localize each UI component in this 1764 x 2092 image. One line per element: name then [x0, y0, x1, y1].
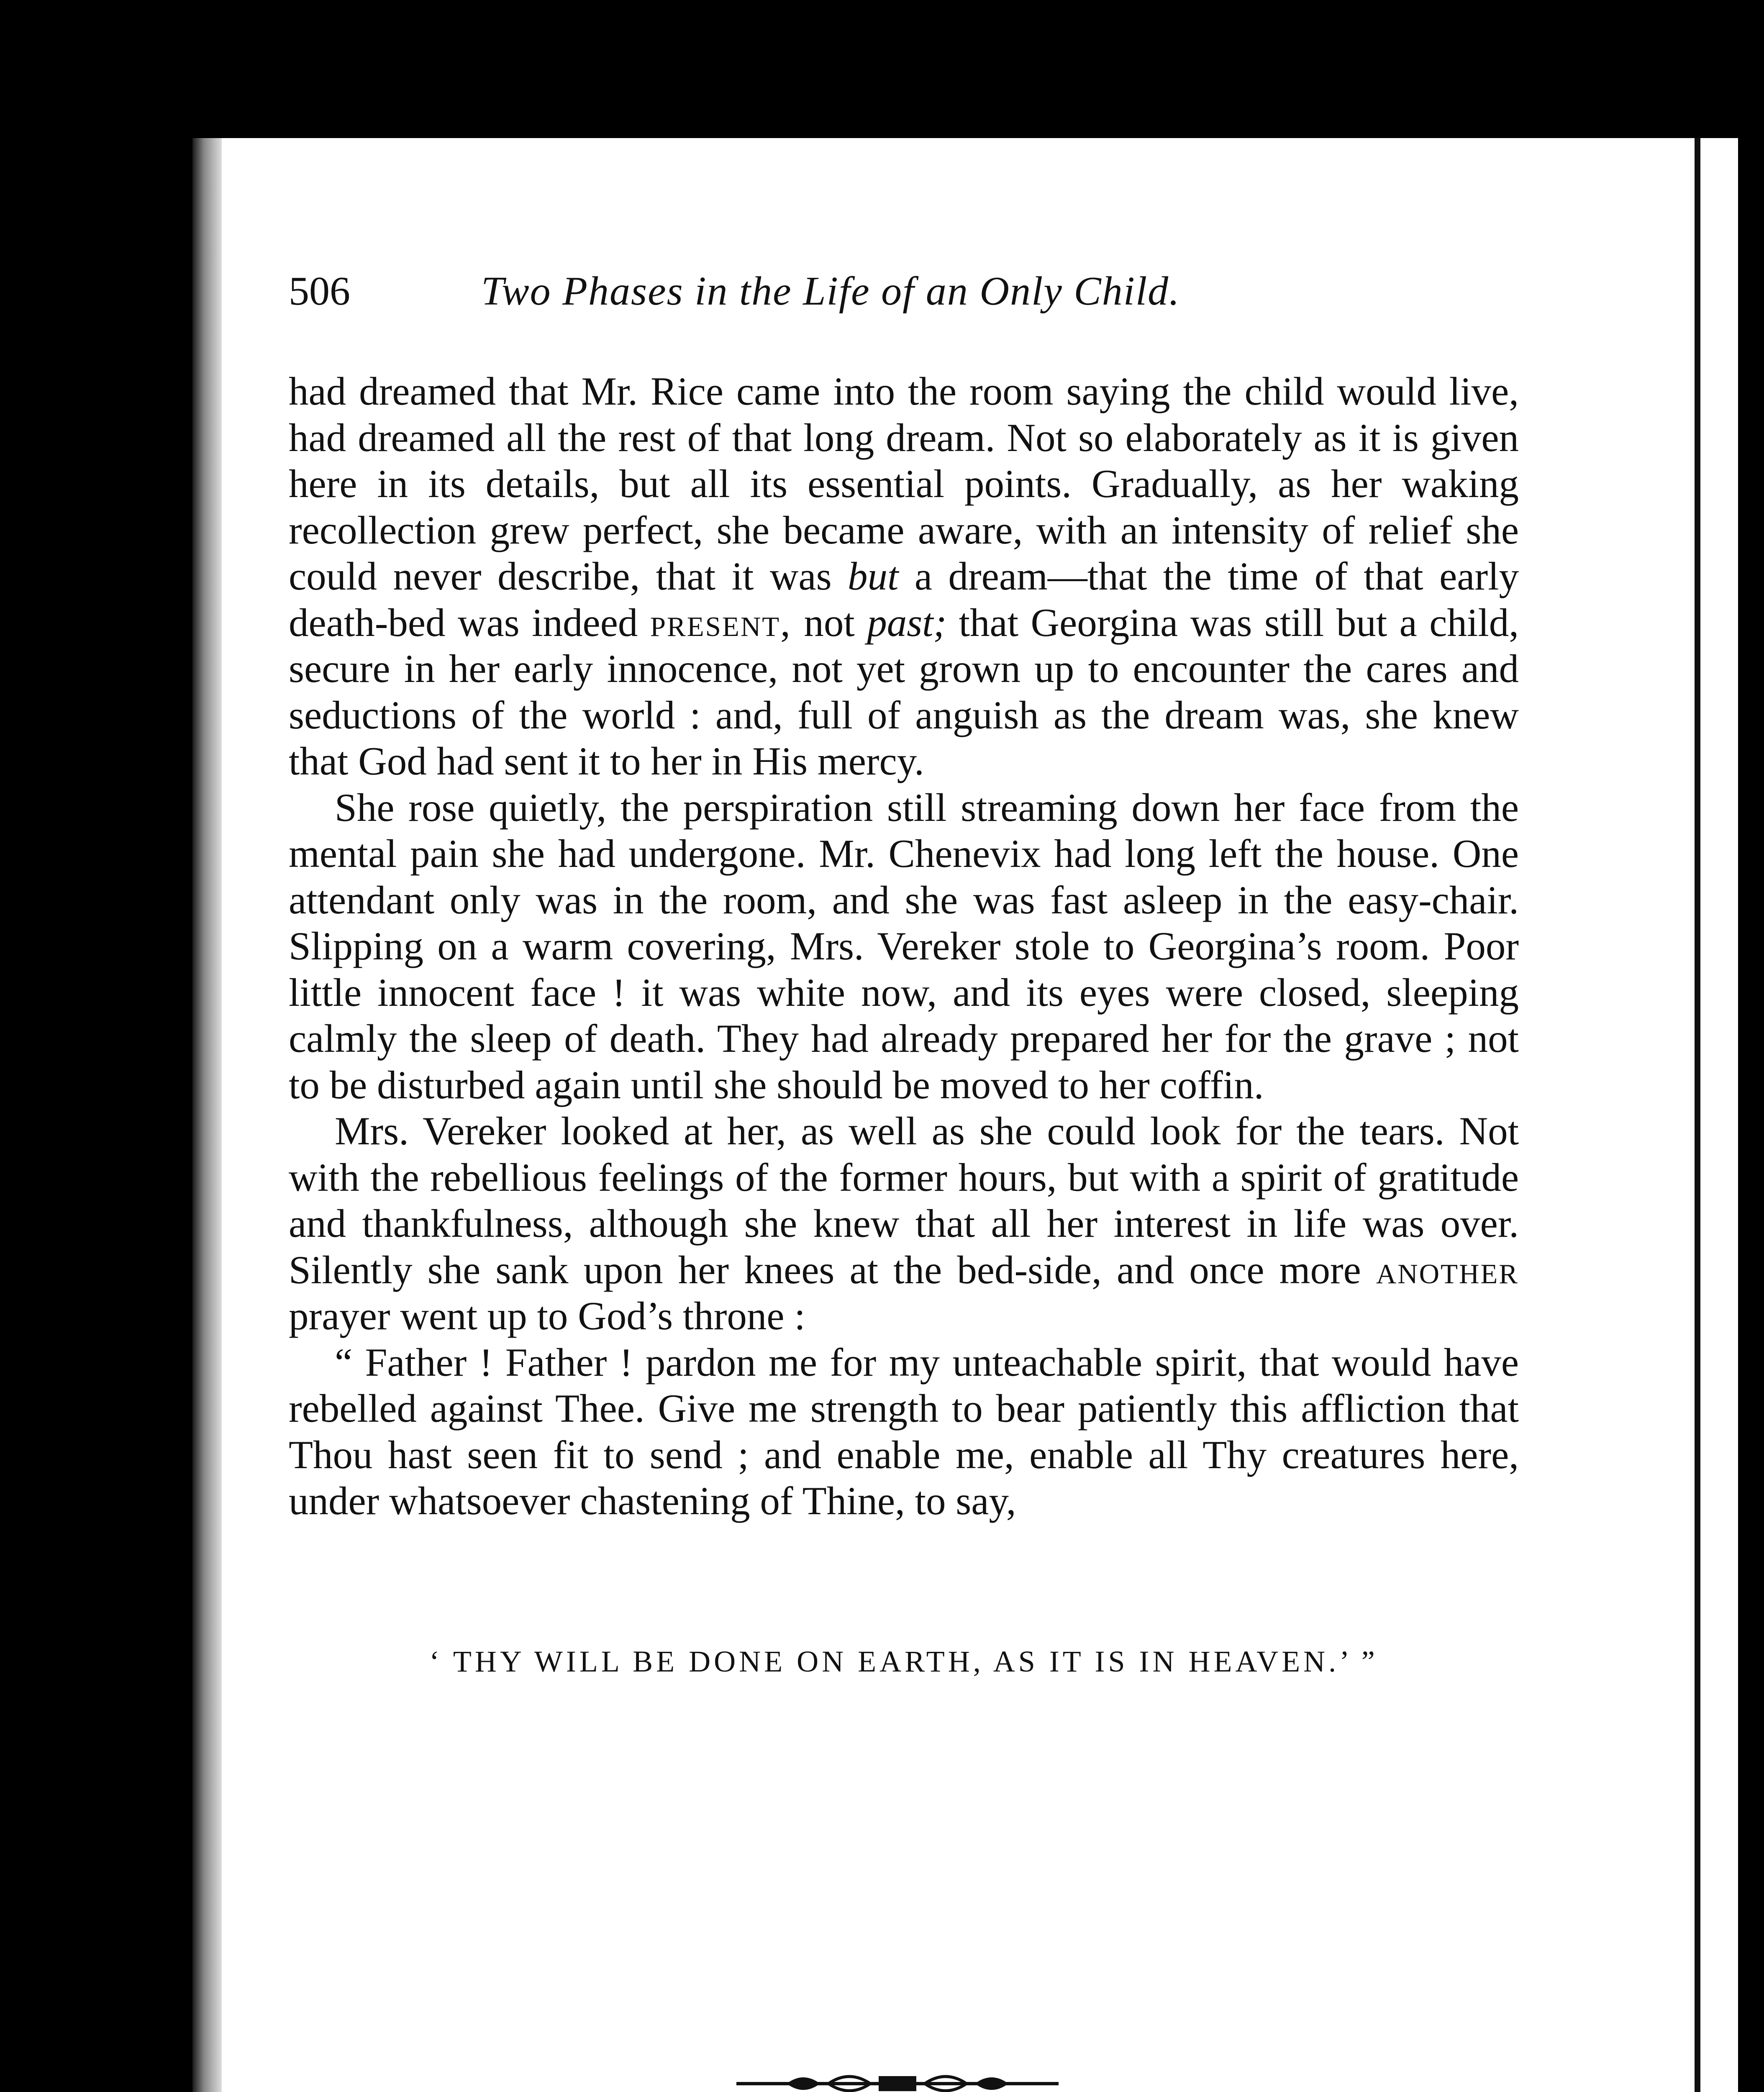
text-run: had dreamed that Mr. Rice came into the room saying the child would live, had dreamed all the rest of that long dream. Not so elaborately as it is given here in its details, but all its essential points. Gradually, as her waking recollection grew perfect, she became aware, with an intensity of relief she could never describe, that it was [289, 369, 1519, 598]
italic-run: but [848, 554, 899, 598]
page-edge [1695, 138, 1738, 2092]
running-header [289, 268, 1523, 326]
binding-gutter [192, 138, 222, 2092]
running-title: Two Phases in the Life of an Only Child. [481, 269, 1180, 314]
paragraph [289, 1108, 1519, 1339]
smallcaps-run: another [1376, 1247, 1519, 1292]
paragraph: She rose quietly, the perspiration still streaming down her face from the mental pain she had undergone. Mr. Chenevix had long left the house. One attendant only was in the room, and she was fast asleep in the easy-chair. Slipping on a warm covering, Mrs. Vereker stole to Georgina’s room. Poor little innocent face ! it was white now, and its eyes were closed, sleeping calmly the sleep of death. They had already prepared her for the grave ; not to be disturbed again until she should be moved to her coffin. [289, 785, 1519, 1107]
closing-verse: ‘ THY WILL BE DONE ON EARTH, AS IT IS IN HEAVEN.’ ” [429, 1645, 1378, 1678]
ornament-divider [736, 2067, 1059, 2092]
page-number: 506 [289, 269, 350, 314]
text-run: not [791, 600, 867, 645]
text-run: that Georgina was still but a child, secure in her early innocence, not yet grown up to encounter the cares and seductions of the world : and, full of anguish as the dream was, she knew that God had sent it to her in His mercy. [289, 600, 1519, 783]
text-run: prayer went up to God’s throne : [289, 1294, 805, 1338]
paragraph [289, 368, 1519, 784]
italic-run: past; [867, 600, 947, 645]
body-text [289, 368, 1519, 1524]
text-run: Mrs. Vereker looked at her, as well as she could look for the tears. Not with the rebellious feelings of the former hours, but with a spirit of gratitude and thankfulness, although she knew that all her interest in life was over. Silently she sank upon her knees at the bed-side, and once more [289, 1109, 1519, 1292]
paragraph: “ Father ! Father ! pardon me for my unteachable spirit, that would have rebelled against Thee. Give me strength to bear patiently this affliction that Thou hast seen fit to send ; and enable me, enable all Thy creatures here, under whatsoever chastening of Thine, to say, [289, 1340, 1519, 1523]
text-run: a dream—that the time of that early death-bed was indeed [289, 554, 1519, 645]
smallcaps-run: present, [650, 600, 792, 645]
